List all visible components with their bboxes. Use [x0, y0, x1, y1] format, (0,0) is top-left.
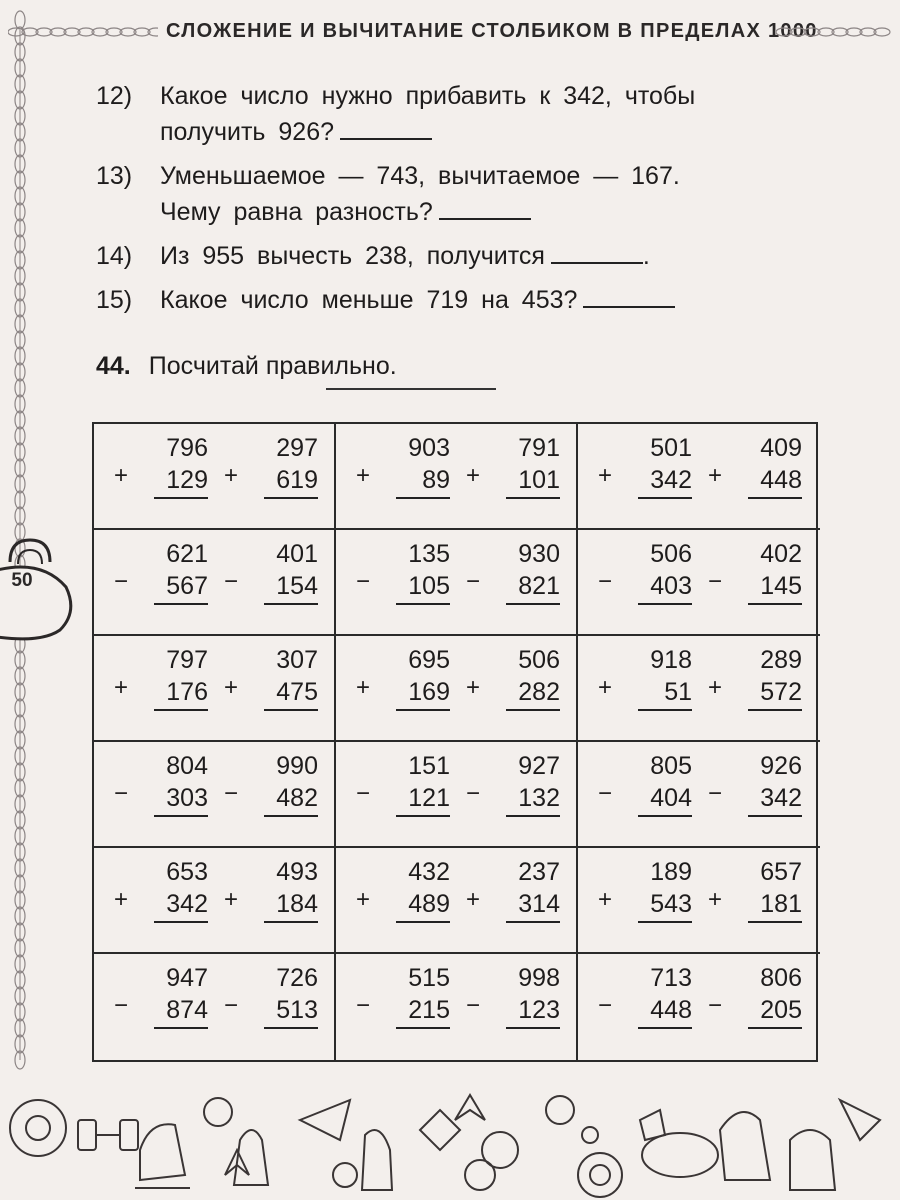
column-problem[interactable]	[708, 540, 808, 620]
column-problem[interactable]	[356, 540, 456, 620]
column-problem[interactable]	[466, 964, 566, 1044]
second-operand: 123	[518, 996, 560, 1024]
first-operand: 998	[518, 964, 560, 992]
task-text: Чему равна разность?	[160, 198, 433, 226]
column-problem[interactable]	[224, 646, 324, 726]
column-problem[interactable]	[224, 964, 324, 1044]
operation-sign: −	[598, 992, 613, 1019]
column-problem[interactable]	[708, 964, 808, 1044]
second-operand: 205	[760, 996, 802, 1024]
first-operand: 791	[518, 434, 560, 462]
result-line	[638, 709, 692, 711]
page-number: 50	[11, 570, 33, 591]
second-operand: 448	[760, 466, 802, 494]
column-problem[interactable]	[114, 858, 214, 938]
grid-cell	[578, 848, 820, 954]
column-problem[interactable]	[356, 752, 456, 832]
column-problem[interactable]	[708, 646, 808, 726]
column-problem[interactable]	[356, 434, 456, 514]
grid-cell	[94, 530, 336, 636]
grid-cell	[94, 636, 336, 742]
second-operand: 154	[276, 572, 318, 600]
operation-sign: −	[466, 780, 481, 807]
second-operand: 403	[650, 572, 692, 600]
first-operand: 515	[408, 964, 450, 992]
arithmetic-grid	[92, 422, 818, 1062]
second-operand: 105	[408, 572, 450, 600]
first-operand: 409	[760, 434, 802, 462]
first-operand: 401	[276, 540, 318, 568]
task-14	[96, 238, 856, 274]
second-operand: 303	[166, 784, 208, 812]
answer-blank[interactable]	[439, 200, 531, 220]
operation-sign: +	[114, 674, 129, 701]
task-text: Из 955 вычесть 238, получится	[160, 242, 545, 270]
column-problem[interactable]	[708, 858, 808, 938]
task-period: .	[642, 242, 650, 270]
operation-sign: −	[224, 992, 239, 1019]
operation-sign: +	[708, 462, 723, 489]
task-number: 13)	[96, 162, 133, 190]
column-problem[interactable]	[708, 752, 808, 832]
first-operand: 135	[408, 540, 450, 568]
column-problem[interactable]	[114, 646, 214, 726]
second-operand: 489	[408, 890, 450, 918]
second-operand: 543	[650, 890, 692, 918]
column-problem[interactable]	[466, 540, 566, 620]
operation-sign: +	[598, 462, 613, 489]
first-operand: 501	[650, 434, 692, 462]
result-line	[154, 709, 208, 711]
first-operand: 926	[760, 752, 802, 780]
first-operand: 432	[408, 858, 450, 886]
second-operand: 314	[518, 890, 560, 918]
result-line	[264, 709, 318, 711]
column-problem[interactable]	[466, 434, 566, 514]
column-problem[interactable]	[114, 964, 214, 1044]
operation-sign: −	[708, 780, 723, 807]
column-problem[interactable]	[598, 964, 698, 1044]
first-operand: 151	[408, 752, 450, 780]
operation-sign: −	[114, 780, 129, 807]
operation-sign: +	[356, 886, 371, 913]
result-line	[506, 921, 560, 923]
column-problem[interactable]	[598, 434, 698, 514]
result-line	[264, 815, 318, 817]
column-problem[interactable]	[224, 858, 324, 938]
column-problem[interactable]	[598, 858, 698, 938]
second-operand: 282	[518, 678, 560, 706]
first-operand: 930	[518, 540, 560, 568]
first-operand: 506	[518, 646, 560, 674]
task-text: Уменьшаемое — 743, вычитаемое — 167.	[160, 162, 680, 190]
first-operand: 653	[166, 858, 208, 886]
result-line	[506, 815, 560, 817]
task-12	[96, 78, 856, 150]
result-line	[748, 1027, 802, 1029]
second-operand: 89	[422, 466, 450, 494]
second-operand: 342	[650, 466, 692, 494]
first-operand: 806	[760, 964, 802, 992]
result-line	[748, 497, 802, 499]
column-problem[interactable]	[224, 540, 324, 620]
grid-cell	[94, 742, 336, 848]
column-problem[interactable]	[356, 858, 456, 938]
second-operand: 482	[276, 784, 318, 812]
operation-sign: −	[356, 780, 371, 807]
first-operand: 726	[276, 964, 318, 992]
first-operand: 927	[518, 752, 560, 780]
first-operand: 713	[650, 964, 692, 992]
second-operand: 874	[166, 996, 208, 1024]
operation-sign: −	[708, 992, 723, 1019]
operation-sign: −	[114, 992, 129, 1019]
first-operand: 804	[166, 752, 208, 780]
result-line	[748, 921, 802, 923]
second-operand: 821	[518, 572, 560, 600]
operation-sign: +	[708, 674, 723, 701]
first-operand: 506	[650, 540, 692, 568]
result-line	[748, 709, 802, 711]
task-number: 12)	[96, 82, 133, 110]
grid-cell	[578, 636, 820, 742]
operation-sign: +	[466, 462, 481, 489]
column-problem[interactable]	[466, 646, 566, 726]
second-operand: 619	[276, 466, 318, 494]
result-line	[264, 497, 318, 499]
operation-sign: −	[224, 568, 239, 595]
result-line	[638, 497, 692, 499]
result-line	[396, 709, 450, 711]
second-operand: 181	[760, 890, 802, 918]
result-line	[638, 815, 692, 817]
second-operand: 567	[166, 572, 208, 600]
operation-sign: −	[114, 568, 129, 595]
first-operand: 805	[650, 752, 692, 780]
exercise-heading	[96, 352, 397, 381]
operation-sign: +	[356, 462, 371, 489]
first-operand: 796	[166, 434, 208, 462]
first-operand: 797	[166, 646, 208, 674]
column-problem[interactable]	[224, 434, 324, 514]
result-line	[506, 1027, 560, 1029]
result-line	[264, 603, 318, 605]
column-problem[interactable]	[708, 434, 808, 514]
operation-sign: +	[598, 886, 613, 913]
operation-sign: −	[466, 992, 481, 1019]
grid-cell	[94, 424, 336, 530]
column-problem[interactable]	[356, 646, 456, 726]
result-line	[506, 497, 560, 499]
column-problem[interactable]	[356, 964, 456, 1044]
first-operand: 695	[408, 646, 450, 674]
first-operand: 621	[166, 540, 208, 568]
grid-cell	[336, 742, 578, 848]
header-chain-decoration-left	[8, 18, 158, 48]
grid-cell	[336, 530, 578, 636]
result-line	[264, 1027, 318, 1029]
operation-sign: +	[708, 886, 723, 913]
grid-cell	[336, 848, 578, 954]
result-line	[748, 815, 802, 817]
second-operand: 51	[664, 678, 692, 706]
operation-sign: +	[466, 674, 481, 701]
result-line	[154, 921, 208, 923]
result-line	[396, 921, 450, 923]
result-line	[506, 603, 560, 605]
task-15	[96, 282, 856, 318]
sports-equipment-decoration	[0, 1080, 900, 1200]
column-problem[interactable]	[466, 858, 566, 938]
second-operand: 145	[760, 572, 802, 600]
title-underline	[326, 388, 496, 390]
grid-cell	[578, 530, 820, 636]
operation-sign: +	[598, 674, 613, 701]
page-header	[8, 18, 900, 48]
result-line	[154, 1027, 208, 1029]
second-operand: 184	[276, 890, 318, 918]
result-line	[396, 815, 450, 817]
result-line	[154, 497, 208, 499]
column-problem[interactable]	[598, 752, 698, 832]
header-chain-decoration-right	[776, 18, 896, 48]
exercise-number: 44.	[96, 352, 131, 380]
second-operand: 404	[650, 784, 692, 812]
result-line	[638, 1027, 692, 1029]
grid-cell	[336, 636, 578, 742]
answer-blank[interactable]	[340, 120, 432, 140]
grid-cell	[94, 848, 336, 954]
first-operand: 307	[276, 646, 318, 674]
result-line	[396, 497, 450, 499]
result-line	[396, 1027, 450, 1029]
second-operand: 513	[276, 996, 318, 1024]
operation-sign: +	[466, 886, 481, 913]
first-operand: 947	[166, 964, 208, 992]
grid-cell	[578, 742, 820, 848]
first-operand: 237	[518, 858, 560, 886]
grid-cell	[94, 954, 336, 1060]
second-operand: 475	[276, 678, 318, 706]
column-problem[interactable]	[114, 434, 214, 514]
first-operand: 990	[276, 752, 318, 780]
column-problem[interactable]	[598, 540, 698, 620]
grid-cell	[578, 954, 820, 1060]
grid-cell	[336, 424, 578, 530]
second-operand: 121	[408, 784, 450, 812]
task-number: 15)	[96, 286, 133, 314]
column-problem[interactable]	[114, 540, 214, 620]
first-operand: 289	[760, 646, 802, 674]
operation-sign: −	[598, 780, 613, 807]
operation-sign: −	[466, 568, 481, 595]
task-text: получить 926?	[160, 118, 335, 146]
answer-blank[interactable]	[551, 244, 643, 264]
operation-sign: +	[224, 674, 239, 701]
first-operand: 657	[760, 858, 802, 886]
operation-sign: −	[708, 568, 723, 595]
operation-sign: −	[356, 992, 371, 1019]
second-operand: 169	[408, 678, 450, 706]
word-problems	[96, 78, 856, 326]
result-line	[396, 603, 450, 605]
second-operand: 572	[760, 678, 802, 706]
first-operand: 493	[276, 858, 318, 886]
task-text: Какое число нужно прибавить к 342, чтобы	[160, 82, 696, 110]
operation-sign: +	[114, 462, 129, 489]
second-operand: 101	[518, 466, 560, 494]
second-operand: 448	[650, 996, 692, 1024]
task-number: 14)	[96, 242, 133, 270]
second-operand: 342	[166, 890, 208, 918]
operation-sign: −	[224, 780, 239, 807]
operation-sign: +	[224, 462, 239, 489]
column-problem[interactable]	[598, 646, 698, 726]
result-line	[506, 709, 560, 711]
result-line	[748, 603, 802, 605]
second-operand: 132	[518, 784, 560, 812]
second-operand: 215	[408, 996, 450, 1024]
task-13	[96, 158, 856, 230]
first-operand: 918	[650, 646, 692, 674]
result-line	[638, 921, 692, 923]
column-problem[interactable]	[114, 752, 214, 832]
column-problem[interactable]	[224, 752, 324, 832]
answer-blank[interactable]	[583, 288, 675, 308]
second-operand: 129	[166, 466, 208, 494]
result-line	[154, 815, 208, 817]
second-operand: 342	[760, 784, 802, 812]
first-operand: 903	[408, 434, 450, 462]
operation-sign: −	[356, 568, 371, 595]
header-title: СЛОЖЕНИЕ И ВЫЧИТАНИЕ СТОЛБИКОМ В ПРЕДЕЛАХ 1000	[166, 20, 818, 42]
first-operand: 402	[760, 540, 802, 568]
exercise-title: Посчитай правильно.	[148, 352, 397, 380]
second-operand: 176	[166, 678, 208, 706]
operation-sign: −	[598, 568, 613, 595]
operation-sign: +	[356, 674, 371, 701]
operation-sign: +	[114, 886, 129, 913]
first-operand: 297	[276, 434, 318, 462]
task-text: Какое число меньше 719 на 453?	[160, 286, 578, 314]
column-problem[interactable]	[466, 752, 566, 832]
grid-cell	[336, 954, 578, 1060]
operation-sign: +	[224, 886, 239, 913]
grid-cell	[578, 424, 820, 530]
result-line	[264, 921, 318, 923]
result-line	[154, 603, 208, 605]
result-line	[638, 603, 692, 605]
first-operand: 189	[650, 858, 692, 886]
